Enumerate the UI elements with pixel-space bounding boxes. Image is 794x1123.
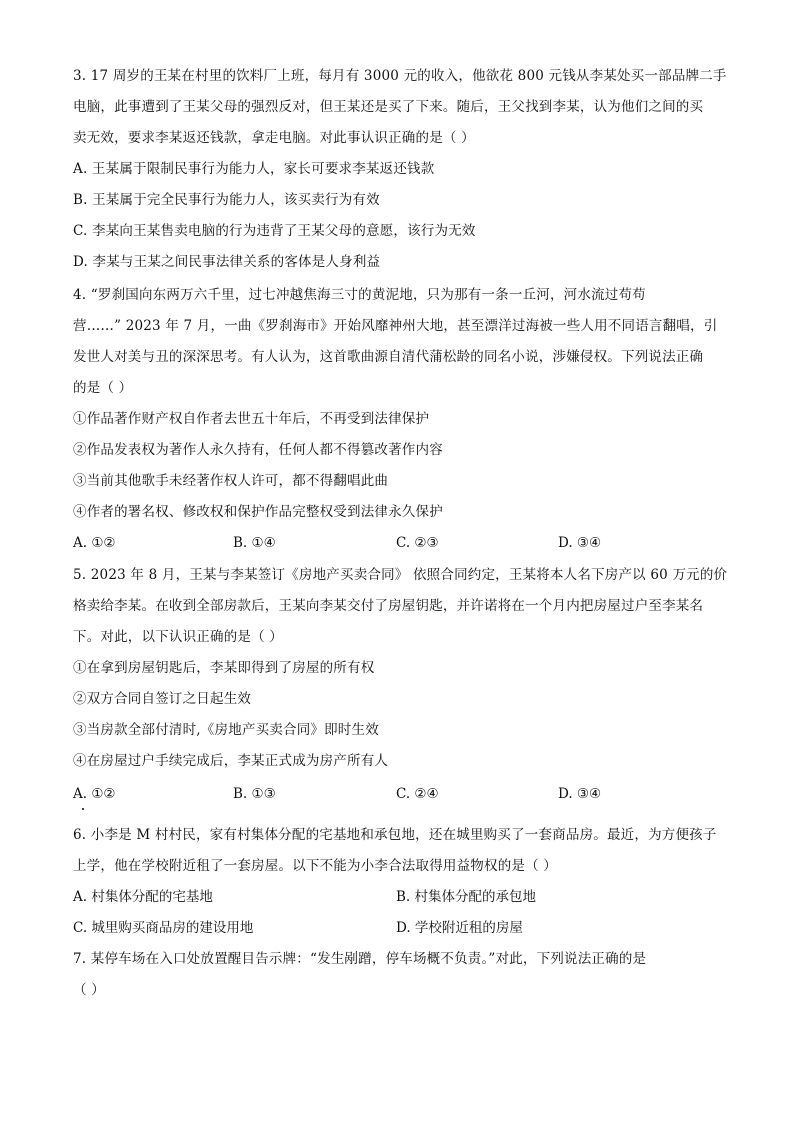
q4-stem-line-4: 的是（ ） [73, 380, 133, 396]
q4-statement-3: ③当前其他歌手未经著作权人许可，都不得翻唱此曲 [73, 473, 389, 489]
q4-option-a: A. ①② [73, 535, 116, 551]
q5-option-c: C. ②④ [396, 786, 439, 802]
q3-option-a: A. 王某属于限制民事行为能力人，家长可要求李某返还钱款 [73, 161, 435, 177]
q5-stem-line-1: 5. 2023 年 8 月，王某与李某签订《房地产买卖合同》 依照合同约定，王某将本人名下房产以 60 万元的价 [73, 567, 728, 583]
q5-statement-3: ③当房款全部付清时,《房地产买卖合同》即时生效 [73, 722, 379, 738]
q4-stem-line-2: 营……” 2023 年 7 月，一曲《罗刹海市》开始风靡神州大地，甚至漂洋过海被一些人用不同语言翻唱，引 [73, 318, 718, 334]
q3-stem-line-3: 卖无效，要求李某返还钱款，拿走电脑。对此事认识正确的是（ ） [73, 130, 475, 146]
q6-stem-line-1: 6. 小李是 M 村村民，家有村集体分配的宅基地和承包地，还在城里购买了一套商品房。最近，为方便孩子 [73, 827, 717, 843]
q3-option-d: D. 李某与王某之间民事法律关系的客体是人身利益 [73, 254, 381, 270]
q4-option-c: C. ②③ [396, 535, 439, 551]
q5-option-d: D. ③④ [558, 786, 602, 802]
q5-statement-1: ①在拿到房屋钥匙后，李某即得到了房屋的所有权 [73, 660, 375, 676]
q4-option-d: D. ③④ [558, 535, 602, 551]
q4-stem-line-1: 4. “罗刹国向东两万六千里，过七冲越焦海三寸的黄泥地，只为那有一条一丘河，河水流过苟苟 [73, 287, 646, 303]
q5-statement-2: ②双方合同自签订之日起生效 [73, 691, 252, 707]
q6-option-c: C. 城里购买商品房的建设用地 [73, 920, 254, 936]
q4-statement-4: ④作者的署名权、修改权和保护作品完整权受到法律永久保护 [73, 504, 443, 520]
q7-stem-line-2: （ ） [73, 982, 105, 998]
q4-statement-1: ①作品著作财产权自作者去世五十年后，不再受到法律保护 [73, 411, 430, 427]
q6-option-d: D. 学校附近租的房屋 [396, 920, 523, 936]
q5-option-a: A. ①② [73, 786, 116, 802]
q5-stem-line-2: 格卖给李某。在收到全部房款后，王某向李某交付了房屋钥匙，并许诺将在一个月内把房屋过户至李某名 [73, 598, 704, 614]
q4-statement-2: ②作品发表权为著作人永久持有，任何人都不得篡改著作内容 [73, 442, 443, 458]
stray-dot-mark [82, 808, 84, 810]
q7-stem-line-1: 7. 某停车场在入口处放置醒目告示牌：“发生剐蹭，停车场概不负责。”对此，下列说法正确的是 [73, 951, 647, 967]
q6-option-a: A. 村集体分配的宅基地 [73, 889, 213, 905]
q5-stem-line-3: 下。对此，以下认识正确的是（ ） [73, 629, 283, 645]
q5-option-b: B. ①③ [233, 786, 276, 802]
q3-stem-line-2: 电脑，此事遭到了王某父母的强烈反对，但王某还是买了下来。随后，王父找到李某，认为他们之间的买 [73, 99, 704, 115]
q4-stem-line-3: 发世人对美与丑的深深思考。有人认为，这首歌曲源自清代蒲松龄的同名小说，涉嫌侵权。下列说法正确 [73, 349, 704, 365]
q5-statement-4: ④在房屋过户手续完成后，李某正式成为房产所有人 [73, 753, 389, 769]
q3-option-c: C. 李某向王某售卖电脑的行为违背了王某父母的意愿，该行为无效 [73, 223, 476, 239]
q3-option-b: B. 王某属于完全民事行为能力人，该买卖行为有效 [73, 192, 380, 208]
q6-option-b: B. 村集体分配的承包地 [396, 889, 537, 905]
q3-stem-line-1: 3. 17 周岁的王某在村里的饮料厂上班，每月有 3000 元的收入，他欲花 800 元钱从李某处买一部品牌二手 [73, 68, 727, 84]
q6-stem-line-2: 上学，他在学校附近租了一套房屋。以下不能为小李合法取得用益物权的是（ ） [73, 858, 557, 874]
q4-option-b: B. ①④ [233, 535, 276, 551]
